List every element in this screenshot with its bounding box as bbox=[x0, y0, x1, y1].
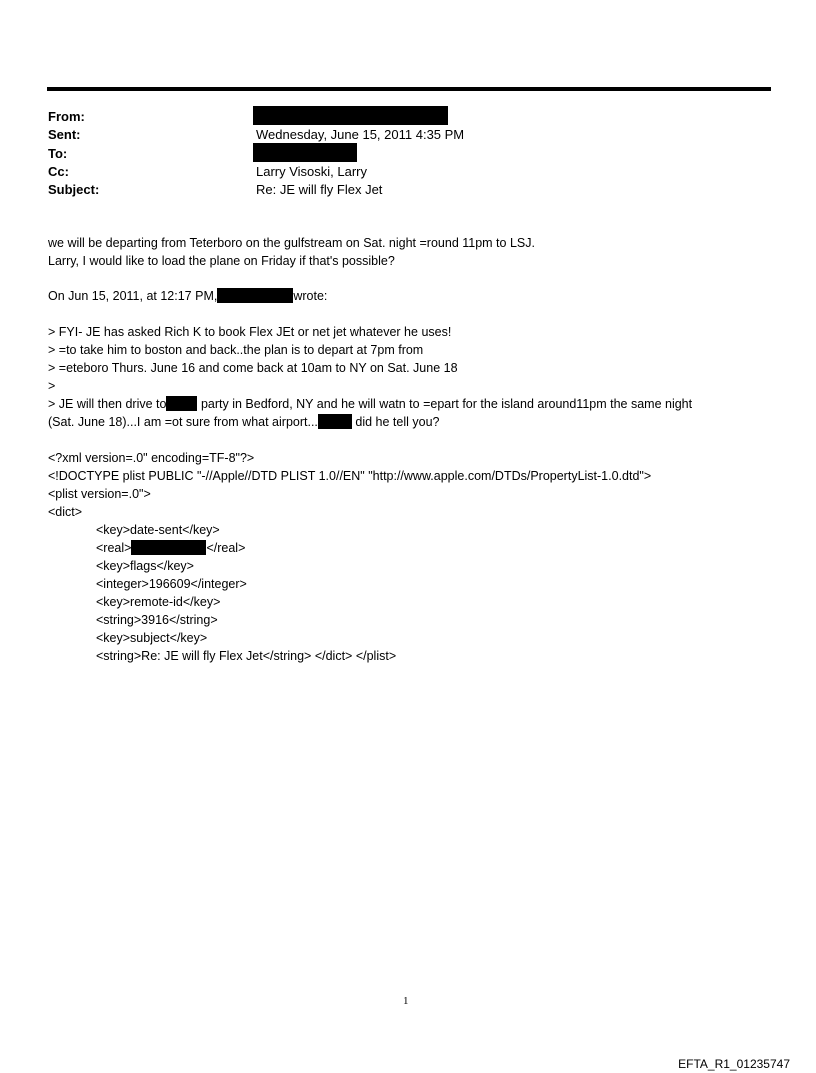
xml-line-10: <string>3916</string> bbox=[96, 613, 218, 627]
xml-line-4: <dict> bbox=[48, 505, 83, 519]
quote-line-5 bbox=[48, 395, 692, 413]
xml-line-8: <integer>196609</integer> bbox=[96, 577, 247, 591]
body-line-2: Larry, I would like to load the plane on Friday if that's possible? bbox=[48, 254, 395, 268]
xml-real-close: </real> bbox=[206, 541, 246, 555]
quote-line-6-end: did he tell you? bbox=[355, 415, 440, 429]
quote-line-2: > =to take him to boston and back..the plan is to depart at 7pm from bbox=[48, 343, 424, 357]
cc-value: Larry Visoski, Larry bbox=[256, 164, 368, 179]
header-divider bbox=[47, 87, 771, 91]
xml-line-11: <key>subject</key> bbox=[96, 631, 208, 645]
subject-value: Re: JE will fly Flex Jet bbox=[256, 182, 383, 197]
xml-line-2: <!DOCTYPE plist PUBLIC "-//Apple//DTD PLIST 1.0//EN" "http://www.apple.com/DTDs/PropertyList-1.0.dtd"> bbox=[48, 469, 652, 483]
quote-line-5-start: > JE will then drive to bbox=[48, 397, 167, 411]
xml-line-5: <key>date-sent</key> bbox=[96, 523, 220, 537]
page-number: 1 bbox=[403, 995, 409, 1007]
xml-line-3: <plist version=.0"> bbox=[48, 487, 151, 501]
quote-line-4: > bbox=[48, 379, 56, 393]
sender-redaction bbox=[217, 288, 293, 303]
to-label: To: bbox=[48, 146, 68, 161]
to-redaction bbox=[253, 143, 357, 162]
name-redaction bbox=[166, 396, 197, 411]
from-label: From: bbox=[48, 109, 85, 124]
document-id: EFTA_R1_01235747 bbox=[678, 1057, 790, 1071]
xml-line-1: <?xml version=.0" encoding=TF-8"?> bbox=[48, 451, 255, 465]
quote-line-1: > FYI- JE has asked Rich K to book Flex JEt or net jet whatever he uses! bbox=[48, 325, 452, 339]
xml-line-6 bbox=[96, 539, 245, 557]
quote-intro-wrote: wrote: bbox=[293, 289, 328, 303]
sent-label: Sent: bbox=[48, 127, 81, 142]
quote-line-6-start: (Sat. June 18)...I am =ot sure from what airport... bbox=[48, 415, 318, 429]
cc-label: Cc: bbox=[48, 164, 69, 179]
from-redaction bbox=[253, 106, 448, 125]
sent-value: Wednesday, June 15, 2011 4:35 PM bbox=[256, 127, 465, 142]
xml-line-7: <key>flags</key> bbox=[96, 559, 194, 573]
xml-line-9: <key>remote-id</key> bbox=[96, 595, 221, 609]
quote-intro bbox=[48, 287, 327, 305]
quote-intro-date: On Jun 15, 2011, at 12:17 PM, bbox=[48, 289, 218, 303]
quote-line-3: > =eteboro Thurs. June 16 and come back at 10am to NY on Sat. June 18 bbox=[48, 361, 458, 375]
xml-line-12: <string>Re: JE will fly Flex Jet</string> </dict> </plist> bbox=[96, 649, 397, 663]
body-line-1: we will be departing from Teterboro on the gulfstream on Sat. night =round 11pm to LSJ. bbox=[48, 236, 535, 250]
quote-line-5-end: party in Bedford, NY and he will watn to =epart for the island around11pm the same night bbox=[200, 397, 693, 411]
quote-line-6 bbox=[48, 413, 439, 431]
date-redaction bbox=[131, 540, 206, 555]
name-redaction-2 bbox=[318, 414, 352, 429]
subject-label: Subject: bbox=[48, 182, 100, 197]
xml-real-open: <real> bbox=[96, 541, 132, 555]
